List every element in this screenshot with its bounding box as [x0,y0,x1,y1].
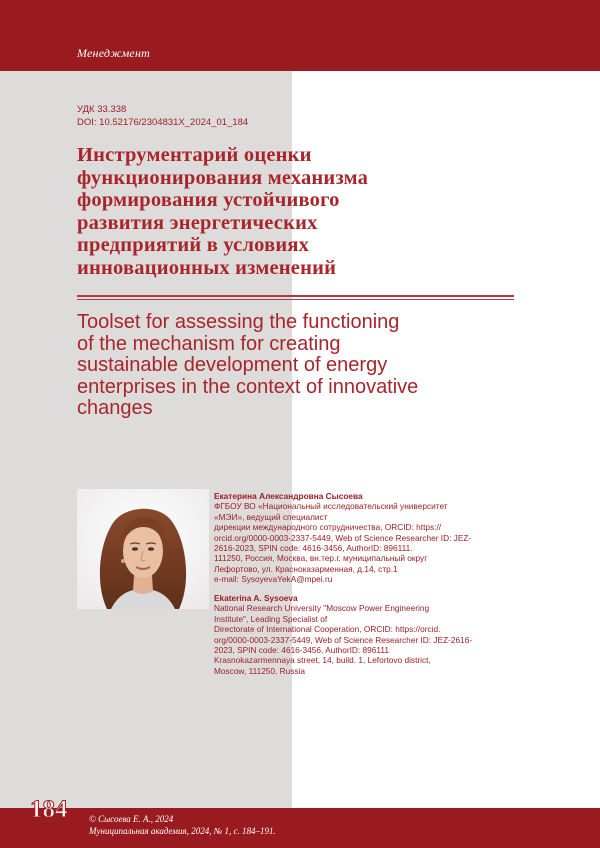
title-ru-line: предприятий в условиях [77,234,310,256]
title-ru-line: функционирования механизма [77,166,369,189]
title-en-line: changes [77,397,153,419]
author-affiliation-line: Directorate of International Cooperation, ORCID: https://orcid. [214,624,441,635]
author-address-line: Moscow, 111250, Russia [214,665,306,676]
section-label: Менеджмент [77,46,150,60]
title-en-line: of the mechanism for creating [77,332,341,355]
doi[interactable]: DOI: 10.52176/2304831X_2024_01_184 [77,116,249,128]
author-info-russian [214,491,534,585]
author-affiliation-line: National Research University "Moscow Power Engineering [214,603,430,614]
author-name-en: Ekaterina A. Sysoeva [214,593,298,603]
copyright-line: © Сысоева Е. А., 2024 [89,814,174,824]
author-affiliation-line: 2023, SPIN code: 4616-3456, AuthorID: 896111 [214,645,389,656]
title-en-line: sustainable development of energy [77,354,388,376]
title-en-line: enterprises in the context of innovative [77,375,419,398]
title-ru-line: формирования устойчивого [77,189,340,211]
author-address-line: Лефортово, ул. Красноказарменная, д.14, стр.1 [214,563,398,574]
title-ru-line: инновационных изменений [77,256,337,279]
author-affiliation-line: «МЭИ», ведущий специалист [214,511,328,522]
page-number: 184 [30,796,68,823]
title-ru-line: Инструментарий оценки [77,144,312,166]
author-photo [77,489,209,609]
article-meta [77,104,248,129]
title-english [77,312,527,420]
footer-citation [89,814,276,837]
author-affiliation-line: org/0000-0003-2337-5449, Web of Science Researcher ID: JEZ-2616- [214,634,473,645]
title-ru-line: развития энергетических [77,211,318,234]
author-affiliation-line: ФГБОУ ВО «Национальный исследовательский университет [214,501,448,512]
author-affiliation-line: 2616-2023, SPIN code: 4616-3456, AuthorID: 896111. [214,543,413,554]
author-address-line: Krasnokazarmennaya street, 14, build. 1, Lefortovo district, [214,655,431,666]
author-address-line: 111250, Россия, Москва, вн.тер.г. муниципальный округ [214,553,428,564]
title-en-line: Toolset for assessing the functioning [77,311,400,333]
title-divider-thin [77,299,514,300]
citation-line: Муниципальная академия, 2024, № 1, с. 184–191. [89,825,276,836]
author-email[interactable]: e-mail: SysoyevaYekA@mpei.ru [214,574,333,585]
author-name-ru: Екатерина Александровна Сысоева [214,491,363,501]
title-divider-thick [77,295,514,297]
author-affiliation-line: дирекции международного сотрудничества, ORCID: https:// [214,522,442,533]
author-affiliation-line: Institute", Leading Specialist of [214,613,328,624]
udk-code: УДК 33.338 [77,104,127,115]
author-portrait-icon [77,489,209,609]
title-russian [77,144,517,279]
author-affiliation-line: orcid.org/0000-0003-2337-5449, Web of Science Researcher ID: JEZ- [214,532,472,543]
author-info-english [214,593,534,676]
